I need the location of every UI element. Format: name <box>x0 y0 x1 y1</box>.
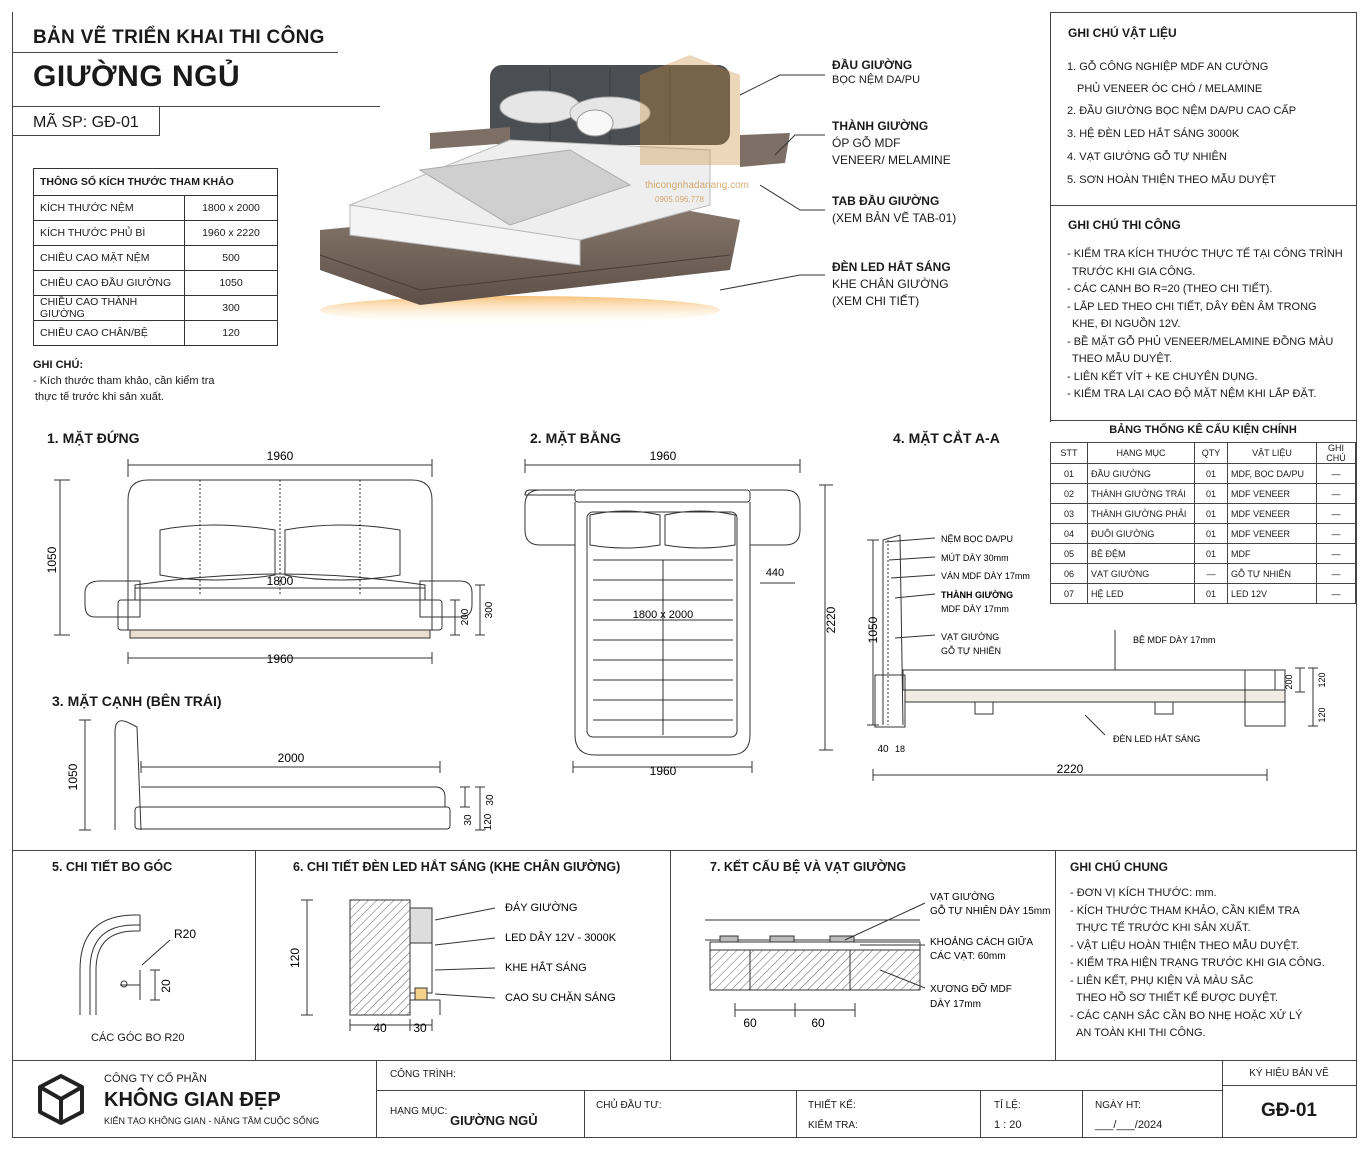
frame-line-bottom <box>12 1137 1357 1138</box>
table-row <box>34 221 278 246</box>
spec-note-line: - Kích thước tham khảo, cần kiểm tra <box>33 375 215 387</box>
frame-line-right <box>1356 12 1357 1137</box>
list-item: - BỀ MẶT GỖ PHỦ VENEER/MELAMINE ĐỒNG MÀU <box>1067 335 1334 348</box>
callout-sub: (XEM BẢN VẼ TAB-01) <box>832 211 957 225</box>
section-label: VÁN MDF DÀY 17mm <box>941 571 1030 581</box>
callout-title: ĐẦU GIƯỜNG <box>832 58 913 72</box>
tb-line <box>584 1090 585 1137</box>
detail-label: DÀY 17mm <box>930 999 981 1010</box>
project-label: CÔNG TRÌNH: <box>390 1069 456 1080</box>
dim-label: 120 <box>1317 672 1327 688</box>
spec-value: 1050 <box>185 271 278 296</box>
callout-sub: BỌC NỆM DA/PU <box>832 74 921 86</box>
cell: 07 <box>1051 584 1088 604</box>
detail6-led-detail <box>285 890 665 1050</box>
cell: MDF VENEER <box>1228 484 1317 504</box>
spec-label: CHIỀU CAO CHÂN/BỆ <box>34 321 185 346</box>
cell: — <box>1317 464 1356 484</box>
cell: MDF, BỌC DA/PU <box>1228 464 1317 484</box>
led-glow <box>320 296 720 324</box>
spec-value: 120 <box>185 321 278 346</box>
spec-label: KÍCH THƯỚC PHỦ BÌ <box>34 221 185 246</box>
cell: MDF <box>1228 544 1317 564</box>
section-label: MÚT DÀY 30mm <box>941 553 1009 563</box>
product-code: MÃ SP: GĐ-01 <box>33 114 139 131</box>
detail5-corner <box>60 900 240 1025</box>
watermark-phone: 0905.096.778 <box>655 195 704 204</box>
dim-label: 1960 <box>649 764 677 778</box>
cell: MDF VENEER <box>1228 524 1317 544</box>
column-header: HẠNG MỤC <box>1088 443 1195 464</box>
date-value: ___/___/2024 <box>1095 1119 1163 1131</box>
view3-title: 3. MẶT CẠNH (BÊN TRÁI) <box>52 693 222 709</box>
dim-label: 2000 <box>277 751 305 765</box>
dim-label: 30 <box>413 1021 427 1035</box>
cell: 01 <box>1195 544 1228 564</box>
dim-label: 1050 <box>45 546 59 574</box>
list-item: - LIÊN KẾT VÍT + KE CHUYÊN DỤNG. <box>1067 370 1258 383</box>
cell: ĐUÔI GIƯỜNG <box>1088 524 1195 544</box>
company-name: KHÔNG GIAN ĐẸP <box>104 1089 281 1111</box>
list-item: PHỦ VENEER ÓC CHÓ / MELAMINE <box>1077 83 1263 95</box>
callout-sub: KHE CHÂN GIƯỜNG <box>832 277 949 291</box>
view3-side-elevation <box>55 712 515 842</box>
item-value: GIƯỜNG NGỦ <box>450 1113 538 1128</box>
dim-label: 200 <box>460 608 471 626</box>
radius-label: R20 <box>174 927 197 941</box>
section-label: NỆM BỌC DA/PU <box>941 534 1014 544</box>
spec-label: KÍCH THƯỚC NỆM <box>34 196 185 221</box>
table-row <box>1051 484 1356 504</box>
list-item: - KÍCH THƯỚC THAM KHẢO, CẦN KIỂM TRA <box>1070 904 1300 917</box>
frame-line-right-panel <box>1050 12 1051 422</box>
callout-title: TAB ĐẦU GIƯỜNG <box>832 194 940 208</box>
callout-title: THÀNH GIƯỜNG <box>832 119 929 133</box>
list-item: THEO MẪU DUYỆT. <box>1072 353 1173 365</box>
view1-front-elevation <box>40 445 510 675</box>
company-slogan: KIẾN TẠO KHÔNG GIAN - NÂNG TẦM CUỘC SỐNG <box>104 1116 320 1126</box>
dim-label: 40 <box>373 1021 387 1035</box>
drawing-no: GĐ-01 <box>1261 1100 1317 1121</box>
detail-label: LED DÂY 12V - 3000K <box>505 932 617 944</box>
cell: 01 <box>1195 524 1228 544</box>
section-label: VẠT GIƯỜNG <box>941 632 1000 642</box>
construction-notes-title: GHI CHÚ THI CÔNG <box>1068 218 1181 232</box>
cell: 05 <box>1051 544 1088 564</box>
table-row <box>34 321 278 346</box>
view4-section <box>855 520 1350 785</box>
column-header: VẬT LIỆU <box>1228 443 1317 464</box>
cell: HỆ LED <box>1088 584 1195 604</box>
callout-leaders <box>700 60 840 300</box>
cell: 01 <box>1195 464 1228 484</box>
cell: — <box>1317 524 1356 544</box>
dim-label: 120 <box>1317 707 1327 723</box>
callout-siderail <box>832 119 951 167</box>
dim-label: 300 <box>484 601 495 619</box>
list-item: - LIÊN KẾT, PHỤ KIỆN VÀ MÀU SẮC <box>1070 974 1254 987</box>
investor-label: CHỦ ĐẦU TƯ: <box>596 1100 662 1111</box>
dim-label: 2220 <box>1056 762 1084 776</box>
cell: MDF VENEER <box>1228 504 1317 524</box>
detail-label: CÁC VẠT: 60mm <box>930 951 1006 962</box>
cell: GỖ TỰ NHIÊN <box>1228 564 1317 584</box>
frame-line-bom-top <box>1050 420 1356 421</box>
frame-line-d6 <box>670 850 671 1060</box>
doc-type-title: BẢN VẼ TRIỂN KHAI THI CÔNG <box>33 27 325 48</box>
cell: 01 <box>1195 584 1228 604</box>
cell: LED 12V <box>1228 584 1317 604</box>
product-name: GIƯỜNG NGỦ <box>33 60 241 93</box>
date-label: NGÀY HT: <box>1095 1100 1141 1111</box>
table-row <box>34 196 278 221</box>
spec-label: CHIỀU CAO THÀNH GIƯỜNG <box>34 296 185 321</box>
dim-label: 1800 <box>266 574 294 588</box>
list-item: - KIỂM TRA KÍCH THƯỚC THỰC TẾ TẠI CÔNG TRÌNH <box>1067 248 1343 260</box>
dim-label: 1960 <box>266 652 294 666</box>
callout-title: ĐÈN LED HẮT SÁNG <box>832 260 951 274</box>
callout-sub: ÓP GỖ MDF <box>832 136 901 150</box>
table-row <box>34 271 278 296</box>
section-label: THÀNH GIƯỜNG <box>941 590 1014 600</box>
material-notes-list <box>1067 56 1296 192</box>
list-item: 3. HỆ ĐÈN LED HẮT SÁNG 3000K <box>1067 128 1240 140</box>
bom-title: BẢNG THỐNG KÊ CẤU KIỆN CHÍNH <box>1109 424 1297 436</box>
spec-value: 300 <box>185 296 278 321</box>
column-header: QTY <box>1195 443 1228 464</box>
list-item: - VẬT LIỆU HOÀN THIỆN THEO MẪU DUYỆT. <box>1070 939 1300 952</box>
spec-label: CHIỀU CAO MẶT NỆM <box>34 246 185 271</box>
dim-label: 30 <box>463 814 474 826</box>
list-item: THỰC TẾ TRƯỚC KHI SẢN XUẤT. <box>1076 922 1251 934</box>
cell: 01 <box>1195 504 1228 524</box>
drawing-no-label: KÝ HIỆU BẢN VẼ <box>1249 1068 1329 1079</box>
tb-line <box>796 1090 797 1137</box>
frame-line-d5 <box>255 850 256 1060</box>
list-item: KHE, ĐI NGUỒN 12V. <box>1072 318 1181 330</box>
detail7-slat-structure <box>700 885 1050 1045</box>
view4-title: 4. MẶT CẮT A-A <box>893 430 1000 446</box>
spec-value: 500 <box>185 246 278 271</box>
spec-label: CHIỀU CAO ĐẦU GIƯỜNG <box>34 271 185 296</box>
list-item: - ĐƠN VỊ KÍCH THƯỚC: mm. <box>1070 887 1217 899</box>
table-row <box>34 296 278 321</box>
table-row <box>34 246 278 271</box>
view2-plan <box>515 445 855 785</box>
list-item: 1. GỖ CÔNG NGHIỆP MDF AN CƯỜNG <box>1067 61 1269 73</box>
frame-line-mid <box>12 850 1357 851</box>
tb-line <box>376 1060 377 1137</box>
view1-title: 1. MẶT ĐỨNG <box>47 430 140 446</box>
cell: 02 <box>1051 484 1088 504</box>
tb-line <box>980 1090 981 1137</box>
detail6-title: 6. CHI TIẾT ĐÈN LED HẮT SÁNG (KHE CHÂN GIƯỜNG) <box>293 860 621 874</box>
tb-line <box>1082 1090 1083 1137</box>
section-label: ĐÈN LED HẮT SÁNG <box>1113 734 1201 744</box>
list-item: - CÁC CẠNH BO R=20 (THEO CHI TIẾT). <box>1067 283 1273 295</box>
cell: — <box>1317 584 1356 604</box>
watermark-text: thicongnhadanang.com <box>645 180 749 191</box>
mattress-label: 1800 x 2000 <box>632 609 694 621</box>
callout-sub: (XEM CHI TIẾT) <box>832 294 920 308</box>
cell: 01 <box>1195 484 1228 504</box>
list-item: - KIỂM TRA LẠI CAO ĐỘ MẶT NỆM KHI LẮP ĐẶT. <box>1067 388 1317 400</box>
frame-line-titleblock <box>12 1060 1357 1061</box>
dim-label: 120 <box>483 813 494 831</box>
cell: — <box>1195 564 1228 584</box>
cell: THÀNH GIƯỜNG PHẢI <box>1088 504 1195 524</box>
cell: 01 <box>1051 464 1088 484</box>
general-notes-list <box>1070 885 1325 1043</box>
detail5-title: 5. CHI TIẾT BO GÓC <box>52 860 173 874</box>
scale-label: TỈ LỆ: <box>994 1100 1021 1111</box>
list-item: - KIỂM TRA HIỆN TRẠNG TRƯỚC KHI GIA CÔNG. <box>1070 957 1325 969</box>
dim-label: 440 <box>765 567 785 579</box>
detail-label: XƯƠNG ĐỠ MDF <box>930 984 1012 995</box>
list-item: 4. VẠT GIƯỜNG GỖ TỰ NHIÊN <box>1067 151 1227 163</box>
company-logo-icon <box>35 1072 87 1126</box>
callout-led <box>832 260 951 308</box>
dim-label: 40 <box>877 744 889 755</box>
spec-note-line: thực tế trước khi sản xuất. <box>35 391 164 403</box>
pillow <box>500 91 580 123</box>
detail-label: CAO SU CHẶN SÁNG <box>505 992 616 1004</box>
tb-line <box>376 1090 1222 1091</box>
company-prefix: CÔNG TY CỔ PHẦN <box>104 1073 207 1085</box>
dim-label: 60 <box>743 1016 757 1030</box>
section-label: MDF DÀY 17mm <box>941 604 1009 614</box>
table-header-row <box>1051 443 1356 464</box>
material-notes-title: GHI CHÚ VẬT LIỆU <box>1068 26 1177 40</box>
section-label: GỖ TỰ NHIÊN <box>941 646 1002 656</box>
tb-line <box>1222 1085 1356 1086</box>
column-header: STT <box>1051 443 1088 464</box>
callout-headboard <box>832 58 920 86</box>
cell: — <box>1317 484 1356 504</box>
frame-line-left <box>12 12 13 1137</box>
header-underline <box>12 52 338 53</box>
list-item: TRƯỚC KHI GIA CÔNG. <box>1072 265 1196 278</box>
list-item: 2. ĐẦU GIƯỜNG BỌC NỆM DA/PU CAO CẤP <box>1067 105 1297 117</box>
frame-line-top-right <box>1050 12 1356 13</box>
column-header: GHI CHÚ <box>1317 443 1356 464</box>
dim-label: 1960 <box>649 449 677 463</box>
cell: ĐẦU GIƯỜNG <box>1088 464 1195 484</box>
detail-label: ĐÁY GIƯỜNG <box>505 902 578 914</box>
dim-label: 30 <box>485 794 496 806</box>
cell: 03 <box>1051 504 1088 524</box>
cell: BỆ ĐỆM <box>1088 544 1195 564</box>
spec-table <box>33 168 278 346</box>
dim-label: 2220 <box>824 606 838 634</box>
dim-label: 18 <box>894 744 906 754</box>
list-item: AN TOÀN KHI THI CÔNG. <box>1076 1027 1206 1039</box>
callout-tab <box>832 194 956 225</box>
callout-sub: VENEER/ MELAMINE <box>832 153 951 167</box>
cat-pillow <box>577 110 613 136</box>
dim-label: 1960 <box>266 449 294 463</box>
frame-line-notes-split <box>1050 205 1356 206</box>
detail-label: KHE HẮT SÁNG <box>505 962 587 974</box>
dim-label: 20 <box>159 979 173 993</box>
dim-label: 200 <box>1284 674 1294 690</box>
view2-title: 2. MẶT BẰNG <box>530 430 621 446</box>
check-label: KIỂM TRA: <box>808 1120 858 1131</box>
item-label: HẠNG MỤC: <box>390 1106 448 1117</box>
spec-value: 1960 x 2220 <box>185 221 278 246</box>
detail-label: KHOẢNG CÁCH GIỮA <box>930 937 1033 948</box>
detail7-title: 7. KẾT CẤU BỆ VÀ VẠT GIƯỜNG <box>710 860 907 874</box>
list-item: - LẮP LED THEO CHI TIẾT, DÂY ĐÈN ÂM TRONG <box>1067 300 1317 313</box>
construction-notes-list <box>1067 246 1343 404</box>
cell: 06 <box>1051 564 1088 584</box>
cell: — <box>1317 504 1356 524</box>
detail-label: GỖ TỰ NHIÊN DÀY 15mm <box>930 906 1050 917</box>
cell: — <box>1317 544 1356 564</box>
dim-label: 1050 <box>66 763 80 791</box>
detail-label: VẠT GIƯỜNG <box>930 892 995 903</box>
scale-value: 1 : 20 <box>994 1119 1022 1131</box>
dim-label: 120 <box>288 947 302 969</box>
cell: VẠT GIƯỜNG <box>1088 564 1195 584</box>
dim-label: 60 <box>811 1016 825 1030</box>
list-item: 5. SƠN HOÀN THIỆN THEO MẪU DUYỆT <box>1067 174 1276 186</box>
cell: 04 <box>1051 524 1088 544</box>
dim-label: 1050 <box>866 616 880 644</box>
detail5-caption: CÁC GÓC BO R20 <box>91 1032 185 1044</box>
design-label: THIẾT KẾ: <box>808 1100 856 1111</box>
cell: THÀNH GIƯỜNG TRÁI <box>1088 484 1195 504</box>
list-item: THEO HỒ SƠ THIẾT KẾ ĐƯỢC DUYỆT. <box>1076 992 1279 1004</box>
spec-note-title: GHI CHÚ: <box>33 359 84 371</box>
frame-line-d7 <box>1055 850 1056 1060</box>
table-row <box>1051 464 1356 484</box>
spec-table-title: THÔNG SỐ KÍCH THƯỚC THAM KHẢO <box>34 169 278 196</box>
cell: — <box>1317 564 1356 584</box>
list-item: - CÁC CẠNH SẮC CẦN BO NHẸ HOẶC XỬ LÝ <box>1070 1009 1303 1022</box>
section-label: BỆ MDF DÀY 17mm <box>1133 635 1216 645</box>
general-notes-title: GHI CHÚ CHUNG <box>1070 860 1168 874</box>
spec-value: 1800 x 2000 <box>185 196 278 221</box>
